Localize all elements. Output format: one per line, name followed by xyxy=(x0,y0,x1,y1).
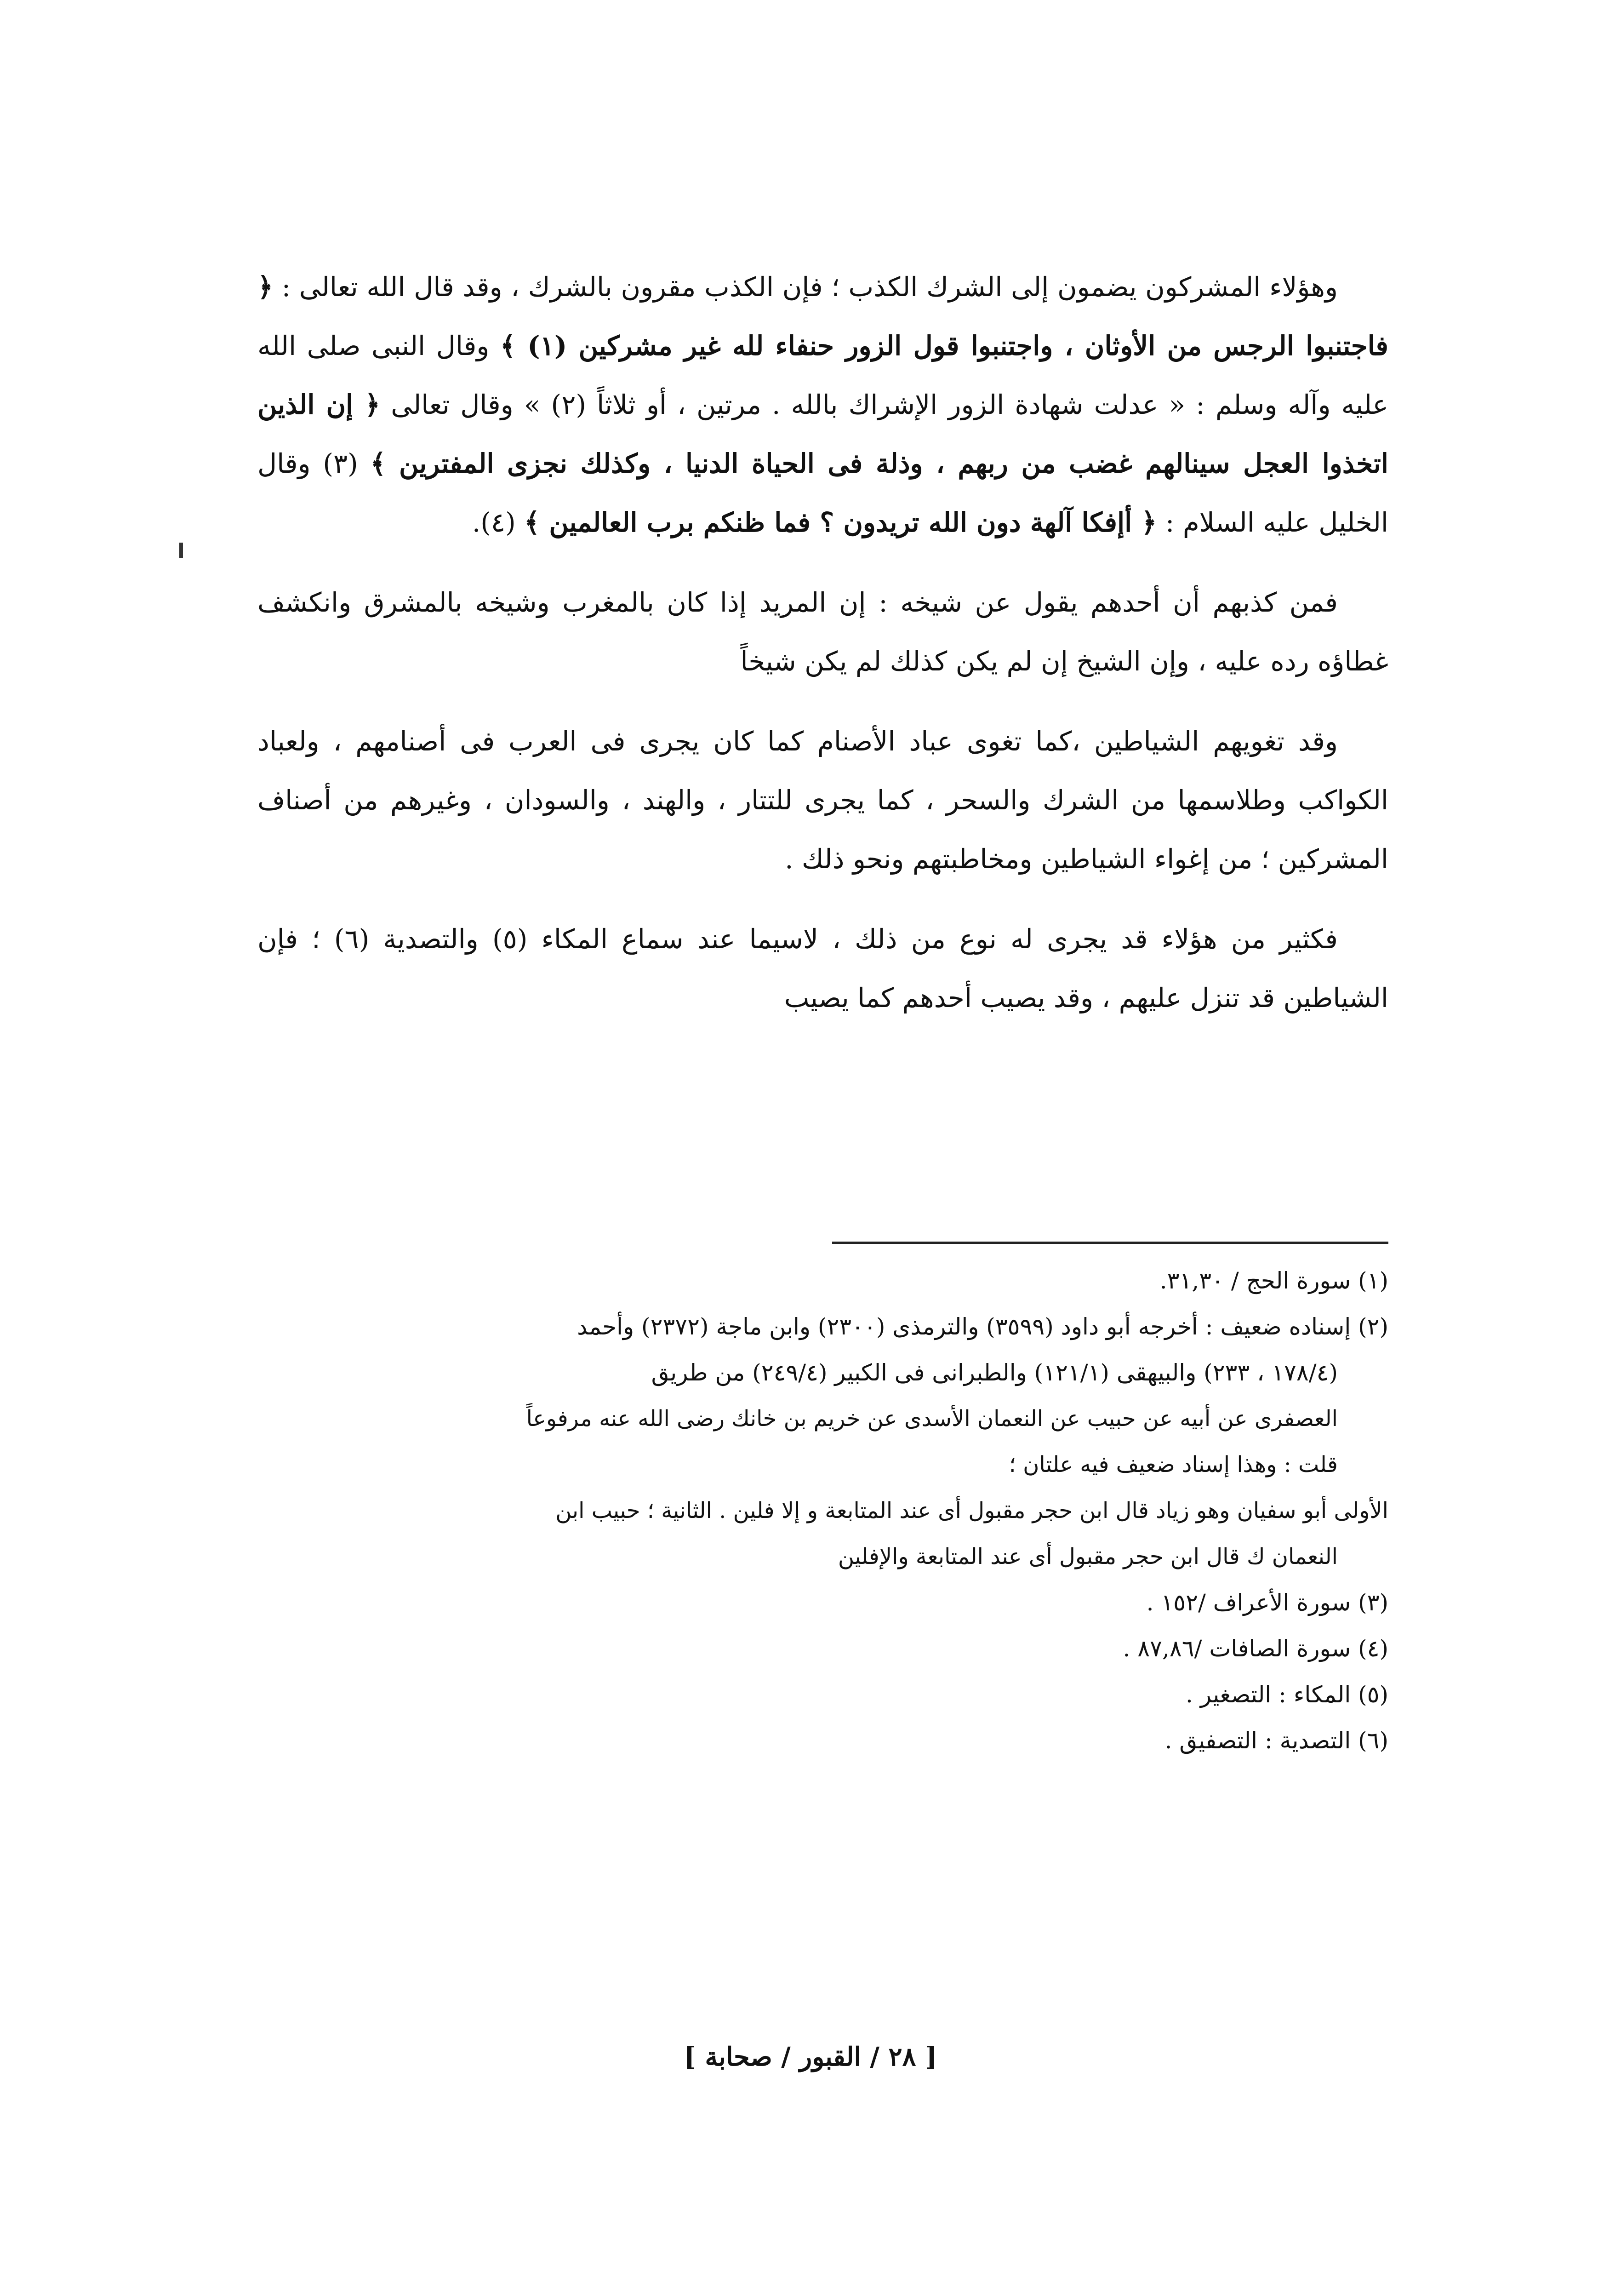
paragraph-4: فكثير من هؤلاء قد يجرى له نوع من ذلك ، لاسيما عند سماع المكاء (٥) والتصدية (٦) ؛ فإن الشياطين قد تنزل عليهم ، وقد يصيب أحدهم كما يصيب xyxy=(257,923,1388,1013)
footnotes xyxy=(257,1258,1388,1764)
quran-quote-2: ﴿ إن الذين اتخذوا العجل سينالهم غضب من ربهم ، وذلة فى الحياة الدنيا ، وكذلك نجزى المفترين ﴾ xyxy=(257,389,1388,479)
scan-speck xyxy=(179,543,183,558)
quran-quote-3: ﴿ أإفكا آلهة دون الله تريدون ؟ فما ظنكم برب العالمين ﴾ xyxy=(524,507,1157,538)
footnote-divider xyxy=(832,1242,1388,1244)
quran-quote-1: ﴿ فاجتنبوا الرجس من الأوثان ، واجتنبوا قول الزور حنفاء لله غير مشركين (١) ﴾ xyxy=(257,271,1388,361)
paragraph-1-text-b: وقال النبى صلى الله عليه وآله وسلم : « عدلت شهادة الزور الإشراك بالله . مرتين ، أو ثلاثاً (٢) » وقال تعالى xyxy=(257,330,1389,420)
paragraph-1-text-a: وهؤلاء المشركون يضمون إلى الشرك الكذب ؛ فإن الكذب مقرون بالشرك ، وقد قال الله تعالى : xyxy=(273,271,1338,303)
footnote-2-line-2: (١٧٨/٤ ، ٢٣٣) والبيهقى (١٢١/١) والطبرانى فى الكبير (٢٤٩/٤) من طريق xyxy=(651,1359,1338,1386)
paragraph-2: فمن كذبهم أن أحدهم يقول عن شيخه : إن المريد إذا كان بالمغرب وشيخه بالمشرق وانكشف غطاؤه رده عليه ، وإن الشيخ إن لم يكن كذلك لم يكن شيخاً xyxy=(257,587,1388,677)
footnote-2-line-1: (٢) إسناده ضعيف : أخرجه أبو داود (٣٥٩٩) والترمذى (٢٣٠٠) وابن ماجة (٢٣٧٢) وأحمد xyxy=(577,1313,1388,1340)
paragraph-1-text-d: (٤). xyxy=(472,507,525,538)
footnote-3: (٣) سورة الأعراف /١٥٢ . xyxy=(1146,1589,1388,1616)
footnote-6: (٦) التصدية : التصفيق . xyxy=(1164,1727,1388,1754)
page-footer: [ ٢٨ / القبور / صحابة ] xyxy=(684,2042,937,2072)
footnote-2-line-3: العصفرى عن أبيه عن حبيب عن النعمان الأسدى عن خريم بن خانك رضى الله عنه مرفوعاً xyxy=(526,1406,1338,1431)
footnote-2-line-6: النعمان ك قال ابن حجر مقبول أى عند المتابعة والإفلين xyxy=(838,1544,1338,1569)
footnote-2-line-4: قلت : وهذا إسناد ضعيف فيه علتان ؛ xyxy=(1009,1452,1338,1477)
footnote-5: (٥) المكاء : التصغير . xyxy=(1186,1681,1388,1708)
paragraph-1-text-c: (٣) وقال الخليل عليه السلام : xyxy=(257,448,1388,538)
footnote-1: (١) سورة الحج / ٣١,٣٠. xyxy=(1159,1267,1388,1294)
paragraph-1 xyxy=(257,258,1388,552)
paragraph-3: وقد تغويهم الشياطين ،كما تغوى عباد الأصنام كما كان يجرى فى العرب فى أصنامهم ، ولعباد الكواكب وطلاسمها من الشرك والسحر ، كما يجرى للتتار ، والهند ، والسودان ، وغيرهم من أصناف المشركين ؛ من إغواء الشياطين ومخاطبتهم ونحو ذلك . xyxy=(257,726,1388,875)
footnote-2-line-5: الأولى أبو سفيان وهو زياد قال ابن حجر مقبول أى عند المتابعة و إلا فلين . الثانية ؛ حبيب ابن xyxy=(555,1498,1388,1523)
footnote-4: (٤) سورة الصافات /٨٧,٨٦ . xyxy=(1123,1635,1388,1662)
main-text xyxy=(257,258,1388,1048)
